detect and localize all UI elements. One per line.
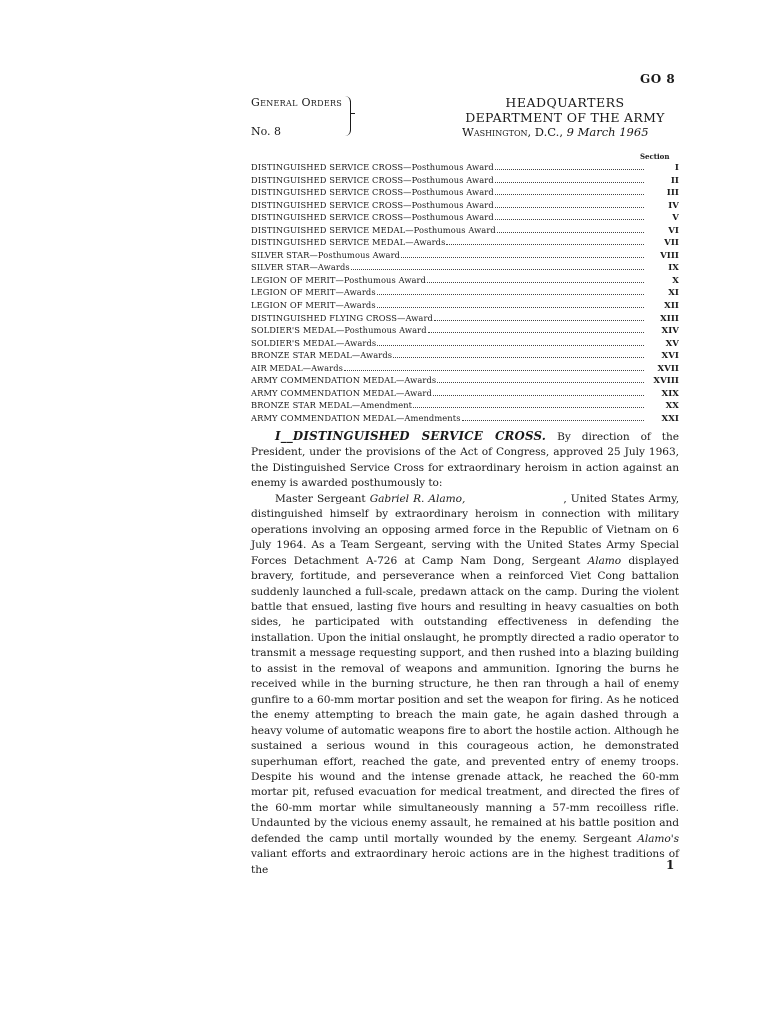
toc-leader-dots [495, 175, 644, 183]
rank-text: Master Sergeant [275, 492, 370, 505]
toc-entry-section: VII [664, 238, 679, 249]
city-tail: D.C., [531, 125, 567, 139]
section-one-text [251, 429, 683, 878]
toc-leader-dots [495, 212, 644, 220]
toc-leader-dots [433, 388, 644, 396]
toc-entry-section: XII [664, 301, 679, 312]
toc-entry [251, 324, 679, 337]
section-intro-paragraph [251, 429, 679, 492]
headquarters-label: HEADQUARTERS [505, 95, 625, 110]
toc-entry-section: III [666, 188, 679, 199]
toc-entry [251, 249, 679, 262]
toc-entry-title: ARMY COMMENDATION MEDAL—Awards [251, 375, 437, 386]
toc-entry-section: X [672, 275, 679, 286]
toc-leader-dots [495, 187, 644, 195]
toc-entry-section: XXI [661, 413, 679, 424]
toc-entry [251, 399, 679, 412]
toc-entry [251, 261, 679, 274]
toc-entry [251, 412, 679, 425]
toc-leader-dots [497, 225, 644, 233]
toc-entry-title: AIR MEDAL—Awards [251, 362, 343, 373]
toc-entry-title: SOLDIER'S MEDAL—Posthumous Award [251, 325, 427, 336]
toc-entry-title: LEGION OF MERIT—Awards [251, 287, 376, 298]
department-label: DEPARTMENT OF THE ARMY [465, 110, 665, 125]
toc-entry-section: XVIII [653, 376, 679, 387]
toc-entry-section: V [672, 213, 679, 224]
toc-entry-title: LEGION OF MERIT—Posthumous Award [251, 274, 427, 285]
city-label: Washington, [462, 125, 532, 139]
toc-entry-title: DISTINGUISHED FLYING CROSS—Award [251, 312, 433, 323]
toc-entry [251, 387, 679, 400]
place-date-line [462, 125, 668, 140]
go-number: GO 8 [640, 72, 676, 86]
toc-leader-dots [495, 200, 644, 208]
toc-entry-section: XVII [657, 363, 679, 374]
toc-entry-title: SILVER STAR—Awards [251, 262, 350, 273]
toc-entry-title: DISTINGUISHED SERVICE CROSS—Posthumous Award [251, 162, 494, 172]
citation-text-3: valiant efforts and extraordinary heroic actions are in the highest traditions of the [251, 848, 679, 876]
toc-entry [251, 211, 679, 224]
citation-text-2: displayed bravery, fortitude, and perseverance when a reinforced Viet Cong battalion suddenly launched a full-scale, predawn attack on the camp. During the violent battle that ensued, lasting five hours and resulting in heavy casualties on both sides, he participated with outstanding effectiveness in defending the installation. Upon the initial onslaught, he promptly directed a radio operator to transmit a message requesting support, and then rushed into a blazing building to assist in the removal of weapons and ammunition. Ignoring the burns he received while in the burning structure, he then ran through a hail of enemy gunfire to a 60-mm mortar position and set the weapon for firing. As he noticed the enemy attempting to breach the main gate, he again dashed through a heavy volume of automatic weapons fire to abort the hostile action. Although he sustained a serious wound in this courageous action, he demonstrated superhuman effort, reached the gate, and prevented entry of enemy troops. Despite his wound and the intense grenade attack, he reached the 60-mm mortar pit, refused evacuation for medical treatment, and directed the fires of the 60-mm mortar while simultaneously manning a 57-mm recoilless rifle. Undaunted by the vicious enemy assault, he remained at his battle position and defended the camp until mortally wounded by the enemy. Sergeant [251, 554, 680, 845]
toc-leader-dots [495, 162, 644, 170]
toc-entry [251, 274, 679, 287]
toc-entry [251, 362, 679, 375]
toc-entry-title: DISTINGUISHED SERVICE CROSS—Posthumous Award [251, 174, 494, 185]
toc-leader-dots [427, 275, 644, 283]
page-number: 1 [666, 858, 675, 872]
toc-entry-section: II [670, 175, 679, 186]
toc-entry [251, 312, 679, 325]
intro-text: By direction of the President, under the provisions of the Act of Congress, approved 25 July 1963, the Distinguished Service Cross for extraordinary heroism in action against an enemy is awarded posthumously to: [251, 431, 679, 490]
toc-leader-dots [462, 413, 644, 421]
section-column-header: Section [640, 152, 670, 161]
toc-entry-title: DISTINGUISHED SERVICE MEDAL—Awards [251, 237, 446, 248]
toc-entry [251, 349, 679, 362]
toc-entry-title: ARMY COMMENDATION MEDAL—Award [251, 387, 432, 398]
toc-entry [251, 299, 679, 312]
order-number: No. 8 [251, 125, 282, 138]
toc-entry [251, 374, 679, 387]
toc-entry-title: LEGION OF MERIT—Awards [251, 300, 376, 311]
toc-entry-section: XVI [661, 351, 679, 362]
toc-leader-dots [437, 375, 644, 383]
toc-entry-title: SILVER STAR—Posthumous Award [251, 249, 401, 260]
toc-entry-section: VI [668, 225, 679, 236]
toc-entry-section: XI [668, 288, 679, 299]
toc-leader-dots [401, 250, 644, 258]
toc-entry-title: DISTINGUISHED SERVICE MEDAL—Posthumous Award [251, 224, 496, 235]
toc-leader-dots [351, 262, 644, 270]
header-brace [342, 96, 351, 136]
recipient-surname: Alamo [587, 554, 622, 567]
recipient-surname-possessive: Alamo's [637, 832, 679, 845]
toc-entry-section: VIII [660, 250, 679, 261]
toc-entry-title: DISTINGUISHED SERVICE CROSS—Posthumous Award [251, 212, 494, 223]
toc-entry-section: I [674, 163, 679, 173]
toc-entry-section: XV [665, 338, 679, 349]
toc-leader-dots [446, 237, 644, 245]
toc-entry [251, 199, 679, 212]
toc-entry-section: XIX [661, 388, 679, 399]
order-date: 9 March 1965 [566, 125, 649, 139]
toc-entry [251, 174, 679, 187]
general-orders-label: General Orders [251, 96, 343, 109]
toc-entry-section: IV [668, 200, 679, 211]
toc-entry [251, 236, 679, 249]
toc-leader-dots [377, 287, 644, 295]
toc-entry-title: SOLDIER'S MEDAL—Awards [251, 337, 377, 348]
toc-entry-section: XX [665, 401, 679, 412]
toc-leader-dots [377, 300, 644, 308]
toc-leader-dots [434, 313, 644, 321]
toc-leader-dots [344, 363, 644, 371]
toc-entry [251, 224, 679, 237]
issuing-authority-block [462, 95, 668, 140]
toc-entry-section: XIV [661, 326, 679, 337]
toc-entry-title: DISTINGUISHED SERVICE CROSS—Posthumous Award [251, 199, 494, 210]
section-heading: I__DISTINGUISHED SERVICE CROSS. [275, 429, 547, 443]
toc-entry [251, 337, 679, 350]
toc-entry-title: BRONZE STAR MEDAL—Awards [251, 350, 393, 361]
toc-leader-dots [428, 325, 644, 333]
toc-entry [251, 186, 679, 199]
toc-leader-dots [413, 400, 644, 408]
table-of-contents [251, 161, 679, 424]
toc-leader-dots [377, 338, 644, 346]
toc-entry-section: IX [668, 263, 679, 274]
toc-entry [251, 161, 679, 174]
toc-entry-title: ARMY COMMENDATION MEDAL—Amendments [251, 412, 461, 423]
citation-text-1: , United States Army, distinguished himself by extraordinary heroism in connection with military operations involving an opposing armed force in the Republic of Vietnam on 6 July 1964. As a Team Sergeant, serving with the United States Army Special Forces Detachment A-726 at Camp Nam Dong, Sergeant [251, 492, 683, 567]
citation-paragraph [251, 492, 683, 878]
toc-entry [251, 286, 679, 299]
toc-entry-title: BRONZE STAR MEDAL—Amendment [251, 400, 413, 411]
recipient-name: Gabriel R. Alamo, [369, 492, 466, 505]
toc-leader-dots [393, 350, 644, 358]
toc-entry-title: DISTINGUISHED SERVICE CROSS—Posthumous Award [251, 187, 494, 198]
toc-entry-section: XIII [660, 313, 679, 324]
